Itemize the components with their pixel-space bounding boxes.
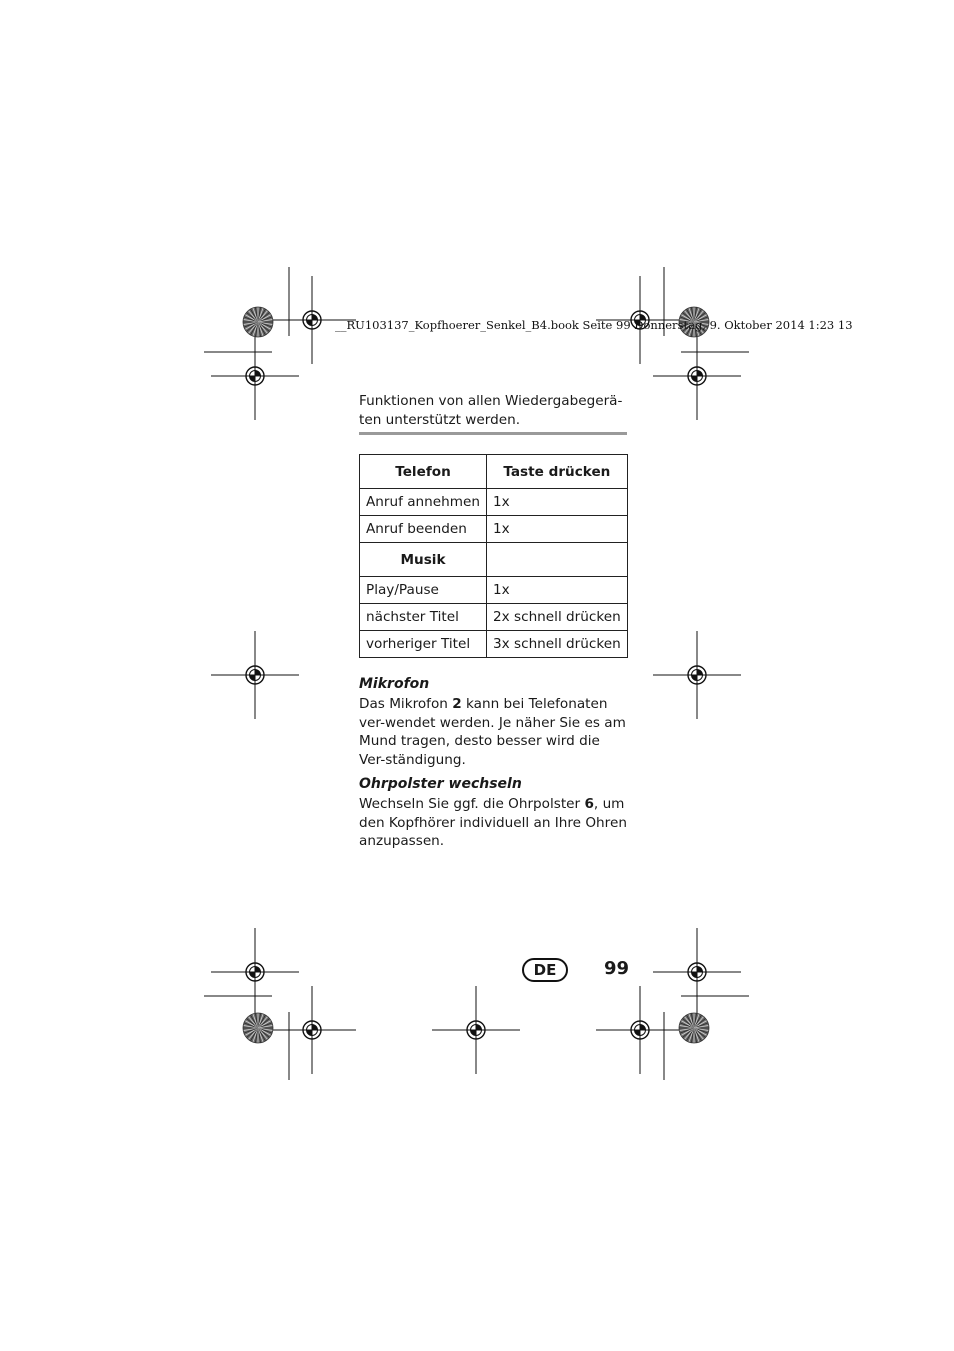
registration-crosshair-icon — [653, 928, 741, 1016]
registration-starburst-icon — [679, 1013, 709, 1043]
table-cell: Play/Pause — [360, 577, 487, 604]
table-row — [360, 516, 628, 543]
print-file-header: __RU103137_Kopfhoerer_Senkel_B4.book Seite 99 Donnerstag, 9. Oktober 2014 1:23 13 — [335, 318, 853, 332]
table-cell: 3x schnell drücken — [487, 631, 628, 658]
table-header-row — [360, 455, 628, 489]
registration-crosshair-icon — [596, 986, 684, 1074]
registration-starburst-icon — [243, 1013, 273, 1043]
table-cell: Anruf beenden — [360, 516, 487, 543]
table-row — [360, 577, 628, 604]
table-row — [360, 631, 628, 658]
heading-ohrpolster: Ohrpolster wechseln — [359, 776, 522, 792]
table-cell: nächster Titel — [360, 604, 487, 631]
paragraph-mikrofon — [359, 695, 629, 769]
crop-lines — [204, 267, 749, 1080]
table-cell: 2x schnell drücken — [487, 604, 628, 631]
subheader-musik: Musik — [360, 543, 487, 577]
table-row — [360, 489, 628, 516]
paragraph-ohrpolster — [359, 795, 629, 851]
table-subheader-row — [360, 543, 628, 577]
intro-line: ten unterstützt werden. — [359, 412, 521, 428]
text-run: Das Mikrofon — [359, 696, 453, 712]
registration-crosshair-icon — [211, 631, 299, 719]
registration-crosshair-icon — [653, 631, 741, 719]
heading-mikrofon: Mikrofon — [359, 676, 430, 692]
text-run: , um den Kopfhörer individuell an Ihre Ohren anzupassen. — [359, 796, 627, 849]
text-run: kann bei Telefonaten ver-wendet werden. Je näher Sie es am Mund tragen, desto besser wird die Ver-ständigung. — [359, 696, 626, 768]
reference-number: 2 — [452, 696, 462, 712]
column-header-telefon: Telefon — [360, 455, 487, 489]
registration-crosshair-icon — [211, 332, 299, 420]
reference-number: 6 — [584, 796, 594, 812]
table-cell: Anruf annehmen — [360, 489, 487, 516]
registration-crosshair-icon — [268, 986, 356, 1074]
table-cell: 1x — [487, 489, 628, 516]
section-rule — [359, 432, 627, 435]
table-cell: vorheriger Titel — [360, 631, 487, 658]
function-table — [359, 454, 628, 658]
registration-crosshair-icon — [211, 928, 299, 1016]
table-cell: 1x — [487, 577, 628, 604]
table-cell: 1x — [487, 516, 628, 543]
text-run: Wechseln Sie ggf. die Ohrpolster — [359, 796, 585, 812]
intro-paragraph — [359, 392, 627, 430]
registration-crosshair-icon — [653, 332, 741, 420]
page-number: 99 — [604, 958, 630, 979]
column-header-taste: Taste drücken — [487, 455, 628, 489]
table-cell-empty — [487, 543, 628, 577]
intro-line: Funktionen von allen Wiedergabegerä- — [359, 393, 623, 409]
registration-starburst-icon — [243, 307, 273, 337]
language-badge: DE — [522, 958, 568, 982]
table-row — [360, 604, 628, 631]
registration-crosshair-icon — [432, 986, 520, 1074]
